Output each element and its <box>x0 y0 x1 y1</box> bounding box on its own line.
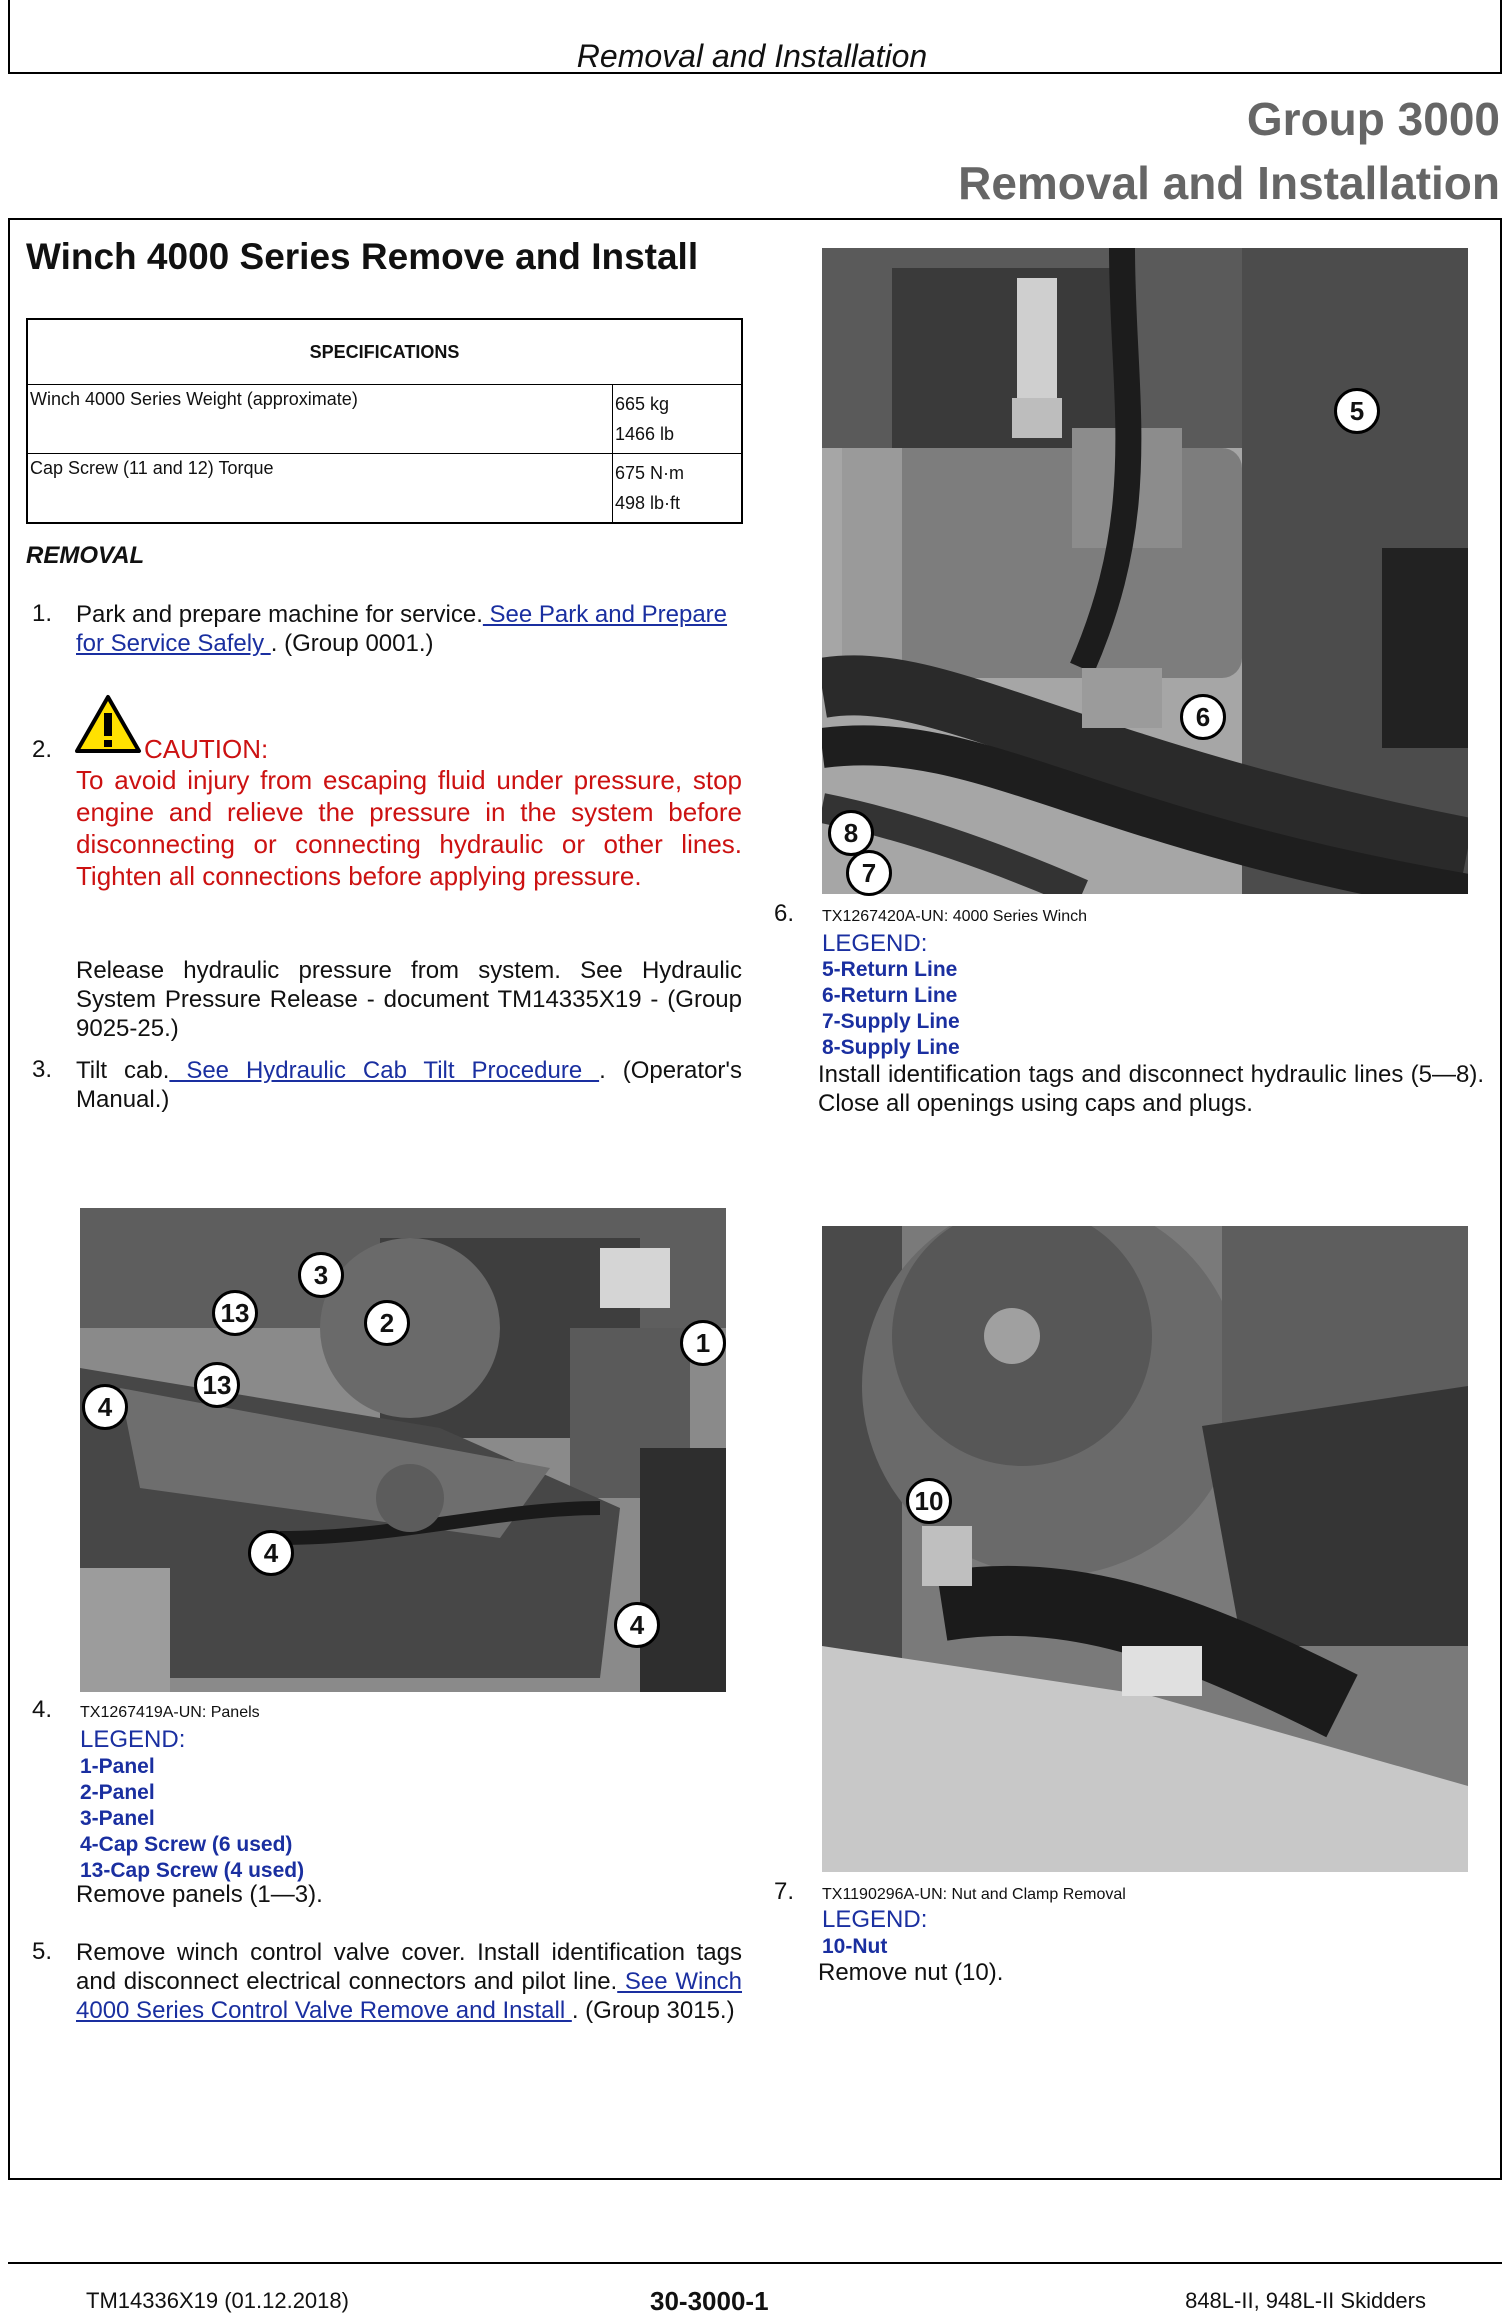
spec-heading: SPECIFICATIONS <box>309 341 460 362</box>
legend-item: 8-Supply Line <box>822 1036 960 1059</box>
step-6-text: Install identification tags and disconnect hydraulic lines (5—8). Close all openings using caps and plugs. <box>818 1061 1484 1117</box>
callout-6: 6 <box>1180 694 1226 740</box>
table-row <box>27 385 742 454</box>
step-number: 7. <box>774 1878 795 1905</box>
park-prepare-link[interactable]: See Park and Prepare for Service Safely <box>76 601 728 657</box>
running-title: Removal and Installation <box>576 38 928 74</box>
caution-text: To avoid injury from escaping fluid under pressure, stop engine and relieve the pressure in the system before disconnecting or connecting hydraulic or other lines. Tighten all connections before applying pressure. <box>76 765 742 891</box>
step-text: Park and prepare machine for service. <box>76 601 483 628</box>
callout-1: 1 <box>680 1320 726 1366</box>
specifications-table <box>26 318 743 524</box>
table-row <box>27 454 742 524</box>
step-suffix: . (Group 0001.) <box>270 630 434 657</box>
step-number: 6. <box>774 900 795 927</box>
legend-item: 5-Return Line <box>822 958 958 981</box>
legend-item: 13-Cap Screw (4 used) <box>80 1859 305 1882</box>
legend-label: LEGEND: <box>822 930 928 957</box>
winch-hydraulic-lines-photo <box>822 248 1468 894</box>
section-title: Winch 4000 Series Remove and Install <box>26 236 699 277</box>
spec-value-metric: 675 N·m <box>615 463 685 483</box>
cab-tilt-link[interactable]: See Hydraulic Cab Tilt Procedure <box>169 1057 600 1084</box>
figure-caption: TX1267420A-UN: 4000 Series Winch <box>822 908 1088 925</box>
callout-5: 5 <box>1334 388 1380 434</box>
spec-label: Cap Screw (11 and 12) Torque <box>27 454 613 524</box>
step-text: Remove winch control valve cover. Install identification tags and disconnect electrical connectors and pilot line. <box>76 1939 742 1995</box>
legend-item: 2-Panel <box>80 1781 155 1804</box>
step-2-text: Release hydraulic pressure from system. See Hydraulic System Pressure Release - document TM14335X19 - (Group 9025-25.) <box>76 957 742 1042</box>
footer-rule <box>8 2262 1502 2264</box>
legend-item: 3-Panel <box>80 1807 155 1830</box>
legend-item: 6-Return Line <box>822 984 958 1007</box>
step-suffix: . (Operator's Manual.) <box>76 1057 742 1113</box>
step-text: Tilt cab. <box>76 1057 170 1084</box>
step-number: 5. <box>32 1938 53 1965</box>
spec-value-imperial: 498 lb·ft <box>615 493 681 513</box>
callout-4: 4 <box>82 1384 128 1430</box>
legend-item: 10-Nut <box>822 1935 888 1958</box>
footer-doc-id: TM14336X19 (01.12.2018) <box>86 2288 349 2313</box>
caution-label: CAUTION: <box>144 734 269 764</box>
legend-item: 7-Supply Line <box>822 1010 960 1033</box>
callout-4: 4 <box>248 1530 294 1576</box>
step-number: 3. <box>32 1056 53 1083</box>
step-4-text: Remove panels (1—3). <box>76 1881 323 1908</box>
step-3 <box>76 1056 742 1114</box>
warning-icon <box>74 694 142 754</box>
step-number: 2. <box>32 736 53 763</box>
callout-2: 2 <box>364 1300 410 1346</box>
removal-heading: REMOVAL <box>26 542 145 569</box>
figure-caption: TX1190296A-UN: Nut and Clamp Removal <box>822 1886 1126 1903</box>
control-valve-link[interactable]: See Winch 4000 Series Control Valve Remove and Install <box>76 1968 743 2024</box>
page-number: 30-3000-1 <box>650 2286 769 2316</box>
step-number: 1. <box>32 600 53 627</box>
spec-label: Winch 4000 Series Weight (approximate) <box>27 385 613 454</box>
spec-value-imperial: 1466 lb <box>615 424 675 444</box>
spec-value <box>613 385 743 454</box>
callout-10: 10 <box>906 1478 952 1524</box>
footer-models: 848L-II, 948L-II Skidders <box>1185 2288 1426 2313</box>
group-number: Group 3000 <box>1246 93 1500 145</box>
figure-caption: TX1267419A-UN: Panels <box>80 1704 260 1721</box>
callout-4: 4 <box>614 1602 660 1648</box>
step-7-text: Remove nut (10). <box>818 1959 1004 1986</box>
callout-13: 13 <box>212 1290 258 1336</box>
nut-clamp-photo <box>822 1226 1468 1872</box>
callout-3: 3 <box>298 1252 344 1298</box>
callout-8: 8 <box>828 810 874 856</box>
legend-label: LEGEND: <box>80 1726 186 1753</box>
legend-label: LEGEND: <box>822 1906 928 1933</box>
legend-item: 4-Cap Screw (6 used) <box>80 1833 293 1856</box>
step-number: 4. <box>32 1696 53 1723</box>
step-1 <box>76 600 742 658</box>
spec-value-metric: 665 kg <box>615 394 670 414</box>
step-5 <box>76 1938 742 2025</box>
legend-item: 1-Panel <box>80 1755 155 1778</box>
step-suffix: . (Group 3015.) <box>571 1997 735 2024</box>
spec-value <box>613 454 743 524</box>
callout-13: 13 <box>194 1362 240 1408</box>
group-title: Removal and Installation <box>958 157 1500 209</box>
callout-7: 7 <box>846 850 892 896</box>
